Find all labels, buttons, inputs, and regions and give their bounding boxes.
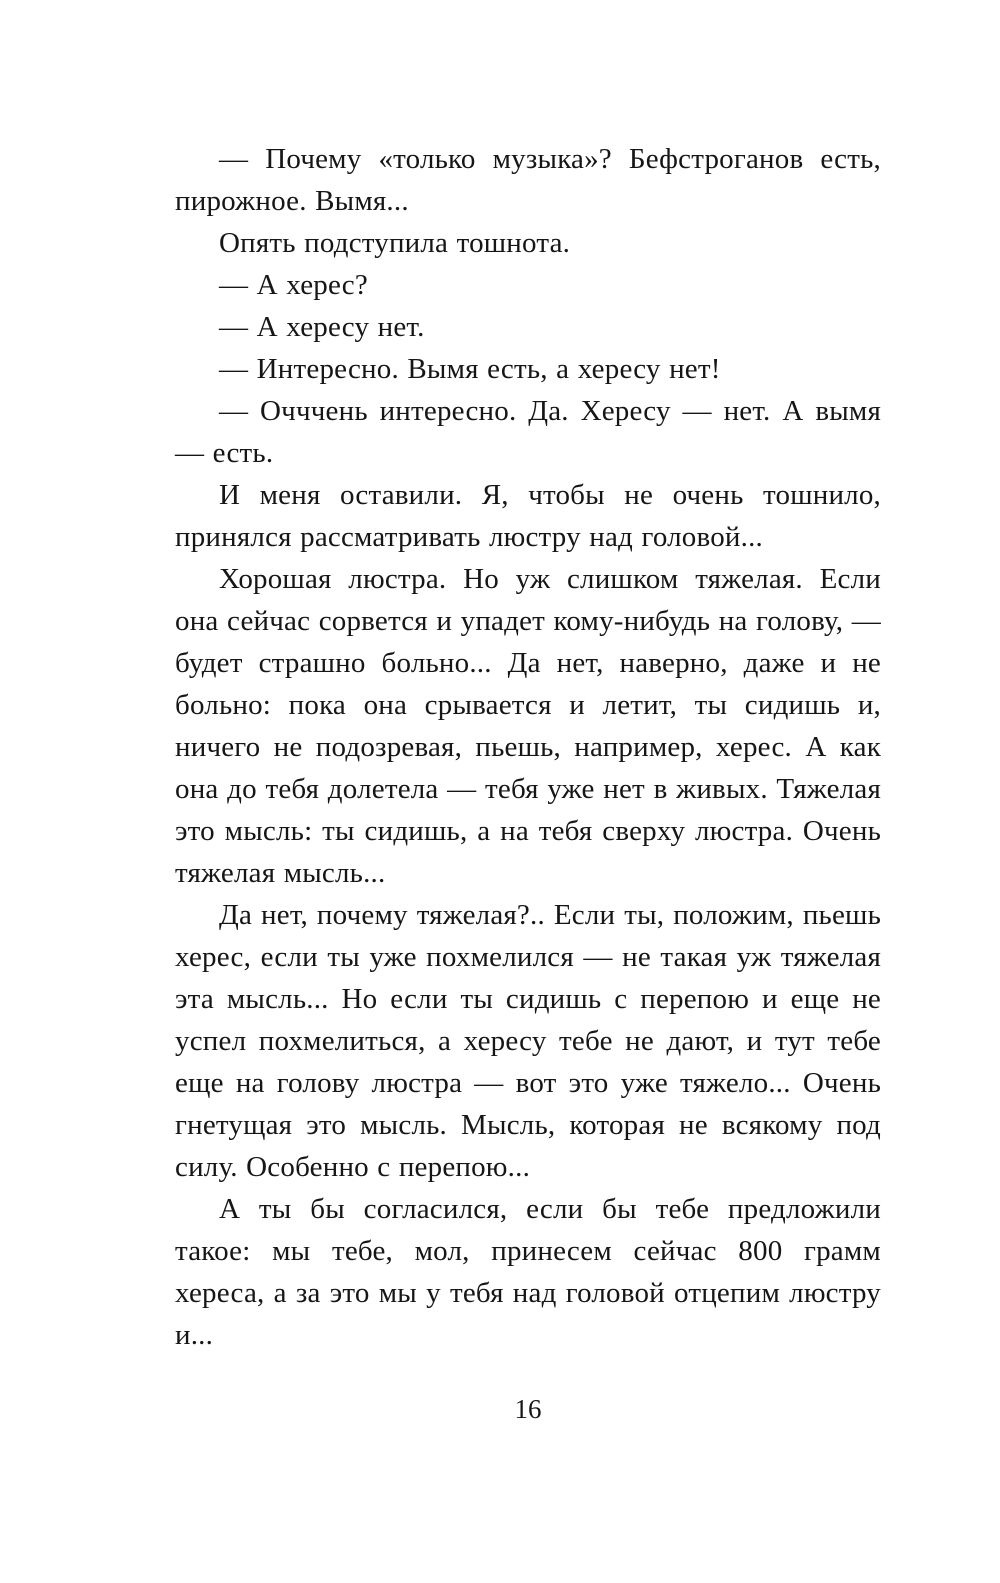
paragraph: — Очччень интересно. Да. Хересу — нет. А вымя — есть. <box>175 395 881 469</box>
paragraph: — Почему «только музыка»? Бефстроганов есть, пирожное. Вымя... <box>175 143 881 217</box>
paragraph: — А хересу нет. <box>219 311 425 343</box>
paragraph: Хорошая люстра. Но уж слишком тяжелая. Если она сейчас сорвется и упадет кому-нибудь на голову, — будет страшно больно... Да нет, наверно, даже и не больно: пока она срывается и летит, ты сидишь и, ничего не подозревая, пьешь, например, херес. А как она до тебя долетела — тебя уже нет в живых. Тяжелая это мысль: ты сидишь, а на тебя сверху люстра. Очень тяжелая мысль... <box>175 563 881 889</box>
paragraph: — Интересно. Вымя есть, а хересу нет! <box>219 353 721 385</box>
paragraph: И меня оставили. Я, чтобы не очень тошнило, принялся рассматривать люстру над головой... <box>175 479 881 553</box>
paragraph: Опять подступила тошнота. <box>219 227 571 259</box>
text-block <box>175 138 881 1356</box>
paragraph: — А херес? <box>219 269 368 301</box>
paragraph: А ты бы согласился, если бы тебе предложили такое: мы тебе, мол, принесем сейчас 800 грамм хереса, а за это мы у тебя над головой отцепим люстру и... <box>175 1193 881 1351</box>
paragraph: Да нет, почему тяжелая?.. Если ты, положим, пьешь херес, если ты уже похмелился — не такая уж тяжелая эта мысль... Но если ты сидишь с перепою и еще не успел похмелиться, а хересу тебе не дают, и тут тебе еще на голову люстра — вот это уже тяжело... Очень гнетущая это мысль. Мысль, которая не всякому под силу. Особенно с перепою... <box>175 899 881 1183</box>
page-number: 16 <box>514 1394 542 1424</box>
